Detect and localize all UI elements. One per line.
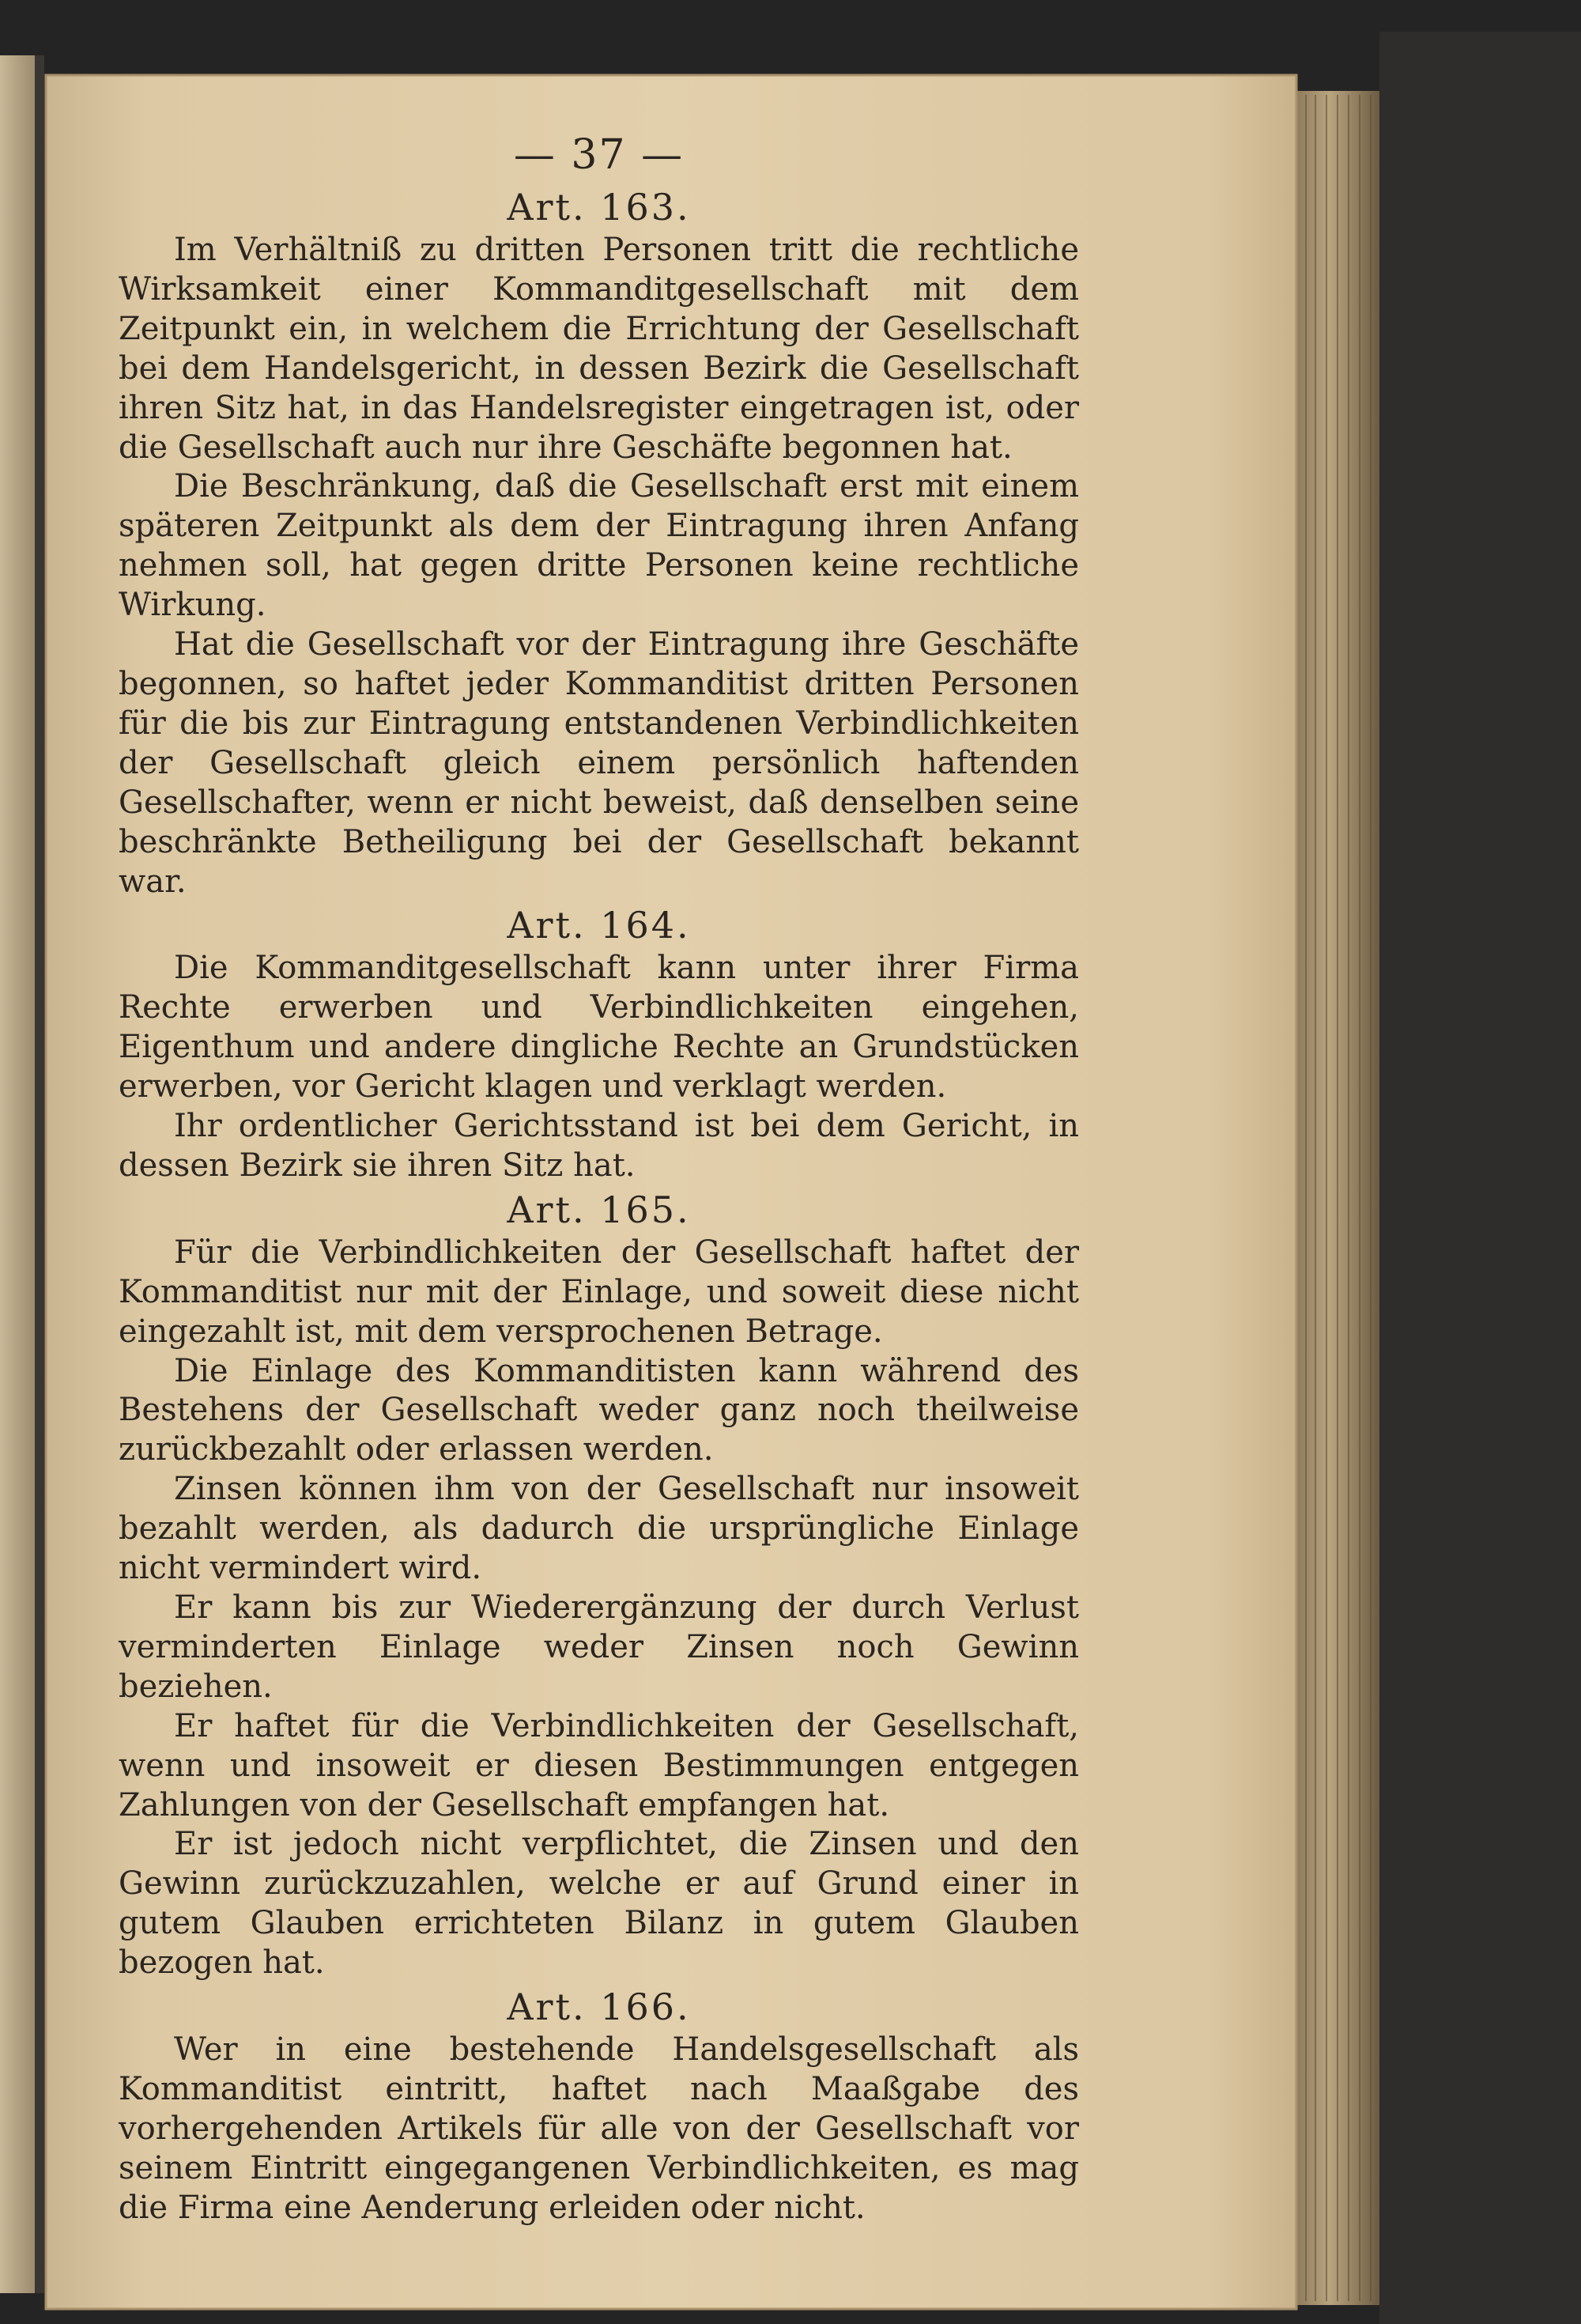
article-heading: Art. 163. [507, 186, 691, 229]
page-text-block [119, 127, 1079, 2262]
paragraph: Wer in eine bestehende Handelsgesellschaft als Kommanditist eintritt, haftet nach Maaßgabe des vorhergehenden Artikels für alle von der Gesellschaft vor seinem Eintritt eingegangenen Verbindlichkeiten, es mag die Firma eine Aenderung erleiden oder nicht. [119, 2031, 1079, 2226]
paragraph: Zinsen können ihm von der Gesellschaft nur insoweit bezahlt werden, als dadurch die ursprüngliche Einlage nicht vermindert wird. [119, 1471, 1079, 1587]
page-edge-overlay [1296, 91, 1383, 2305]
paragraph: Die Beschränkung, daß die Gesellschaft erst mit einem späteren Zeitpunkt als dem der Eintragung ihren Anfang nehmen soll, hat gegen dritte Personen keine rechtliche Wirkung. [119, 468, 1079, 624]
left-page-edge [0, 55, 35, 2293]
paragraph: Für die Verbindlichkeiten der Gesellschaft haftet der Kommanditist nur mit der Einlage, und soweit diese nicht eingezahlt ist, mit dem versprochenen Betrage. [119, 1234, 1079, 1350]
paragraph: Ihr ordentlicher Gerichtsstand ist bei dem Gericht, in dessen Bezirk sie ihren Sitz hat. [119, 1108, 1079, 1184]
article-heading: Art. 166. [507, 1986, 691, 2029]
article-164 [119, 901, 1079, 1185]
article-heading: Art. 165. [507, 1188, 691, 1231]
page-number: — 37 — [513, 131, 685, 179]
article-heading: Art. 164. [507, 904, 691, 947]
paragraph: Hat die Gesellschaft vor der Eintragung ihre Geschäfte begonnen, so haftet jeder Kommanditist dritten Personen für die bis zur Eintragung entstandenen Verbindlichkeiten der Gesellschaft gleich einem persönlich haftenden Gesellschafter, wenn er nicht beweist, daß denselben seine beschränkte Betheiligung bei der Gesellschaft bekannt war. [119, 626, 1079, 900]
article-166 [119, 1983, 1079, 2228]
book-cover-right [1379, 32, 1581, 2324]
paragraph: Er ist jedoch nicht verpflichtet, die Zinsen und den Gewinn zurückzuzahlen, welche er auf Grund einer in gutem Glauben errichteten Bilanz in gutem Glauben bezogen hat. [119, 1826, 1079, 1982]
paragraph: Im Verhältniß zu dritten Personen tritt die rechtliche Wirksamkeit einer Kommanditgesellschaft mit dem Zeitpunkt ein, in welchem die Errichtung der Gesellschaft bei dem Handelsgericht, in dessen Bezirk die Gesellschaft ihren Sitz hat, in das Handelsregister eingetragen ist, oder die Gesellschaft auch nur ihre Geschäfte begonnen hat. [119, 232, 1079, 466]
paragraph: Die Einlage des Kommanditisten kann während des Bestehens der Gesellschaft weder ganz noch theilweise zurückbezahlt oder erlassen werden. [119, 1352, 1079, 1468]
paragraph: Er kann bis zur Wiederergänzung der durch Verlust verminderten Einlage weder Zinsen noch Gewinn beziehen. [119, 1589, 1079, 1705]
paragraph: Er haftet für die Verbindlichkeiten der Gesellschaft, wenn und insoweit er diesen Bestimmungen entgegen Zahlungen von der Gesellschaft empfangen hat. [119, 1707, 1079, 1823]
article-163 [119, 183, 1079, 901]
paragraph: Die Kommanditgesellschaft kann unter ihrer Firma Rechte erwerben und Verbindlichkeiten eingehen, Eigenthum und andere dingliche Rechte an Grundstücken erwerben, vor Gericht klagen und verklagt werden. [119, 950, 1079, 1105]
article-165 [119, 1186, 1079, 1983]
